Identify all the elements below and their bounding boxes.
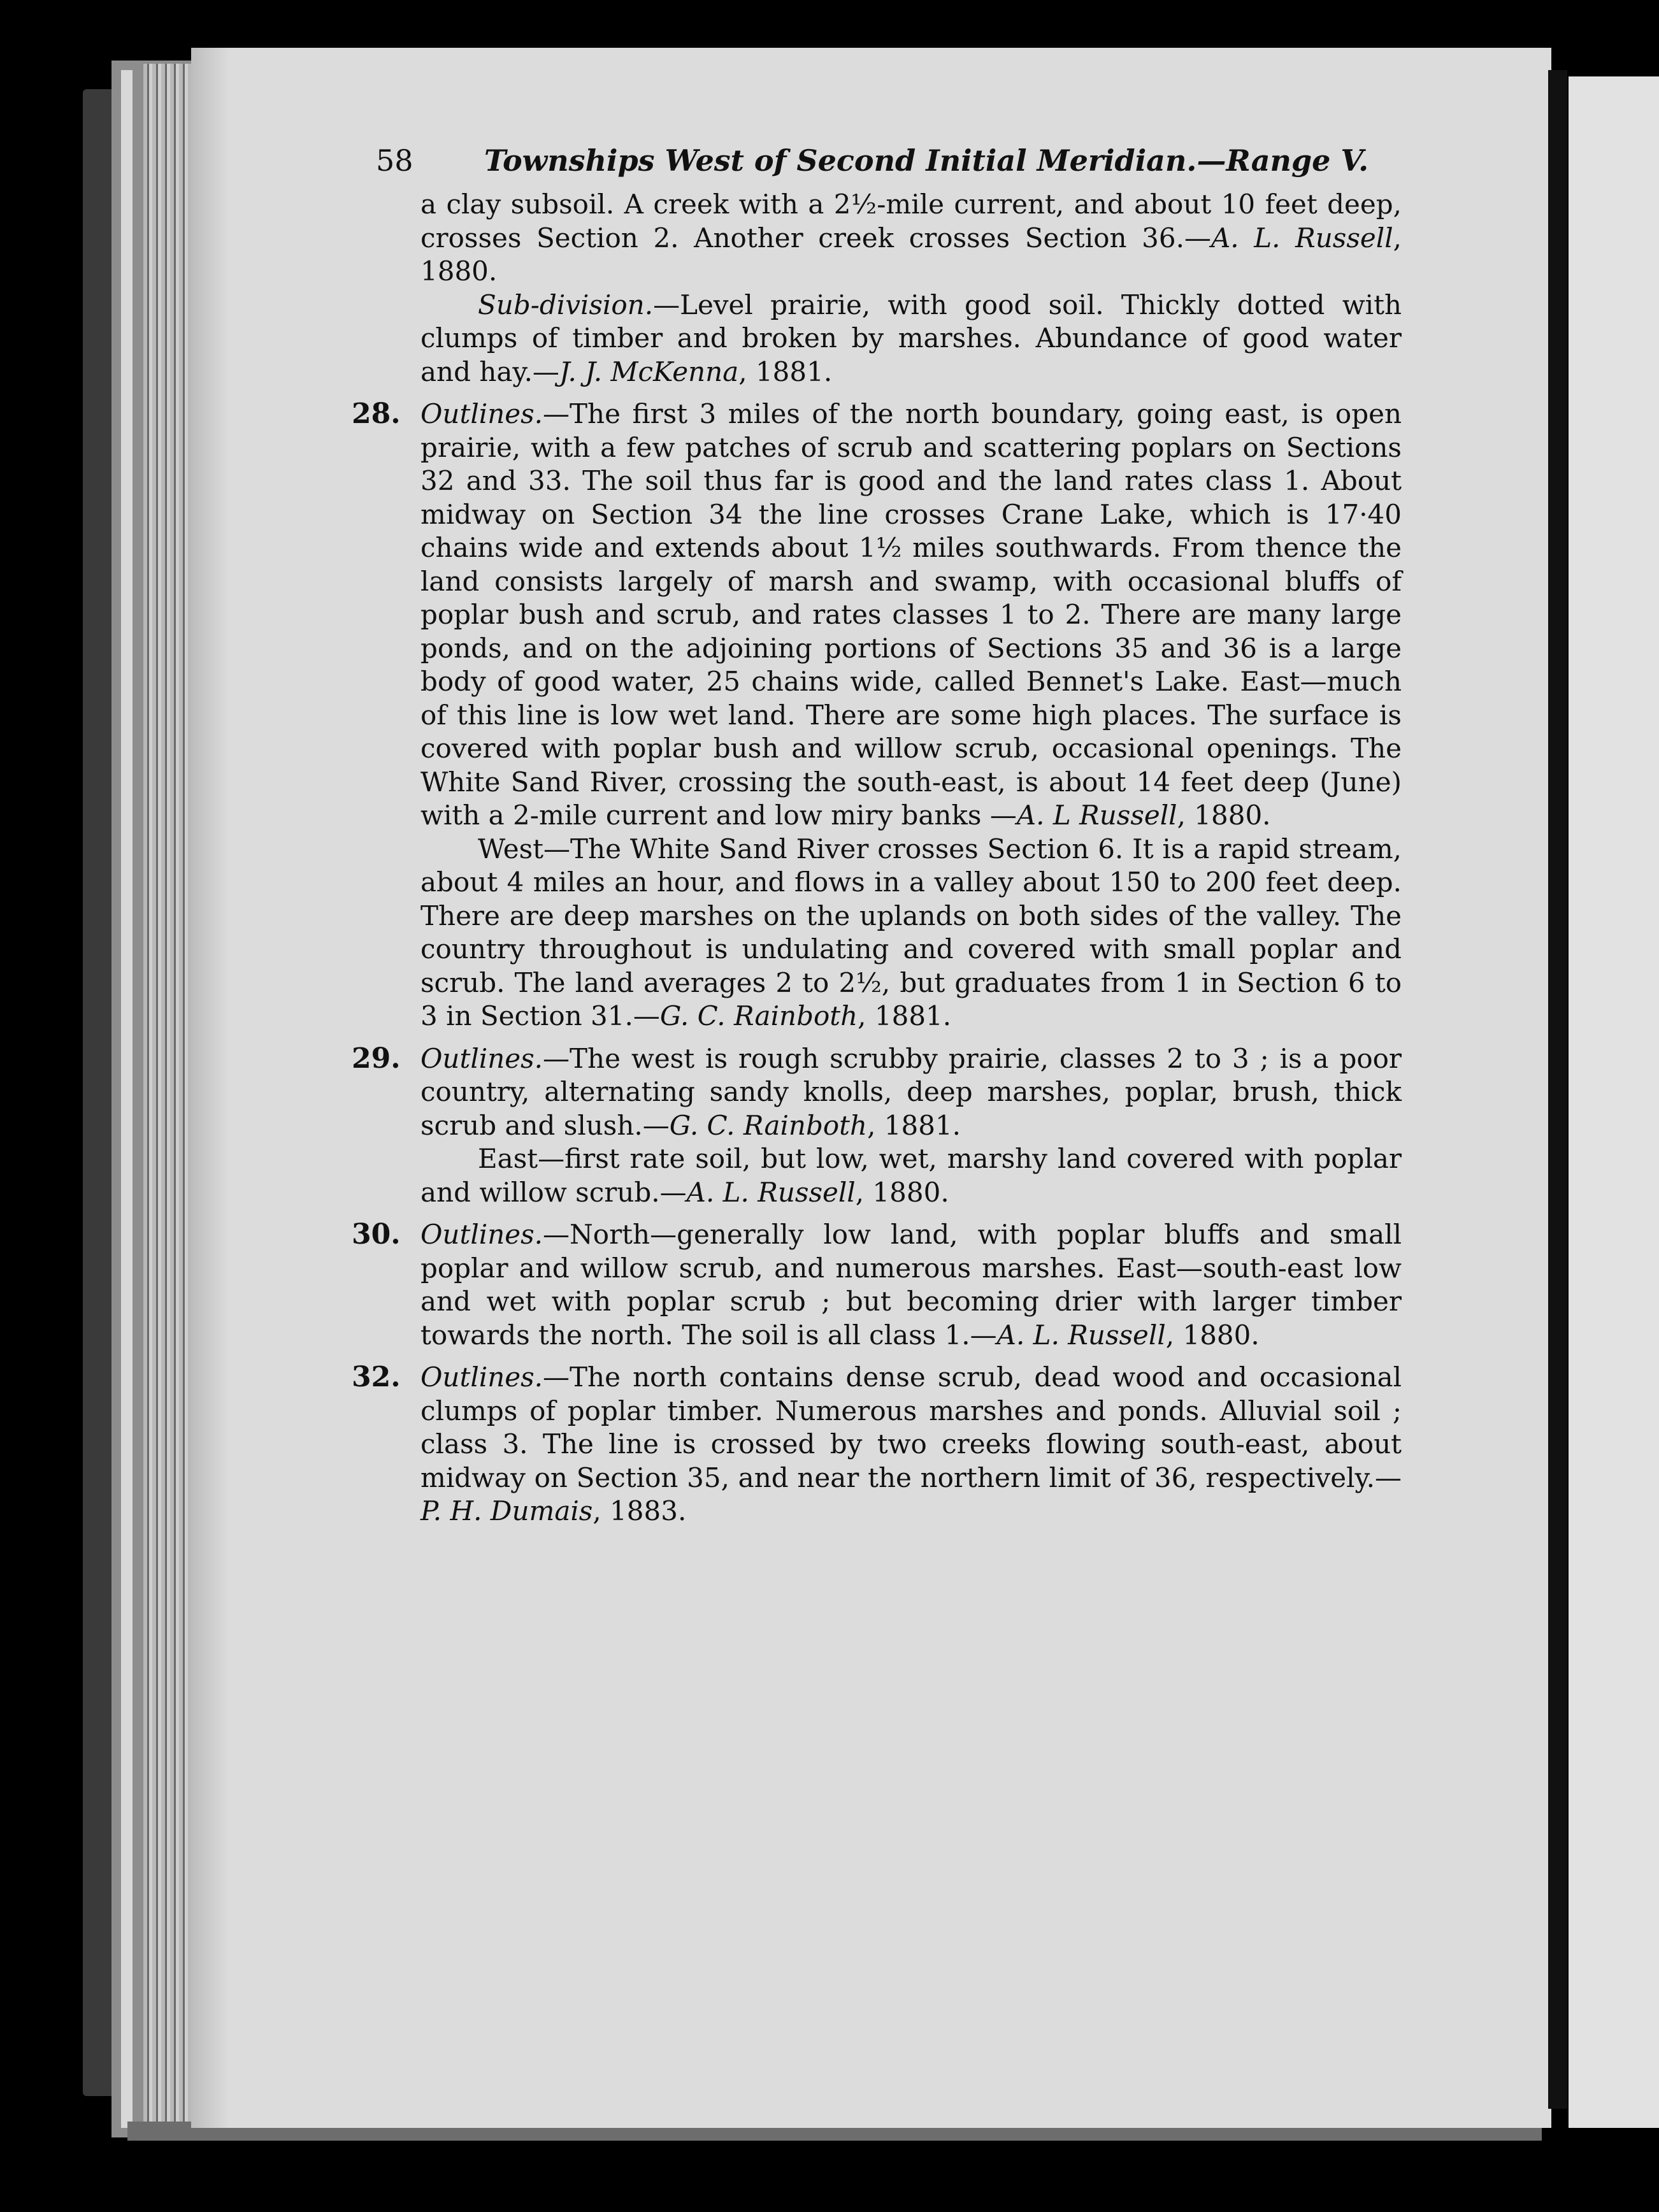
entry-text: —The west is rough scrubby prairie, classes 2 to 3 ; is a poor country, alternating sandy knolls, deep marshes, poplar, brush, thick scrub and slush.— bbox=[420, 1042, 1402, 1141]
entry-28 bbox=[352, 398, 1402, 1033]
entry-text: —The north contains dense scrub, dead wood and occasional clumps of poplar timber. Numerous marshes and ponds. Alluvial soil ; class 3. The line is crossed by two creeks flowing south-east, about midway on Section 35, and near the northern limit of 36, respectively.— bbox=[420, 1361, 1402, 1493]
running-head: Townships West of Second Initial Meridian.—Range V. bbox=[484, 143, 1369, 178]
entry-paragraph bbox=[420, 398, 1402, 833]
author-name: A. L Russell bbox=[1016, 800, 1177, 831]
author-year: , 1881. bbox=[858, 1000, 952, 1031]
entry-paragraph-west bbox=[420, 833, 1402, 1033]
author-name: G. C. Rainboth bbox=[659, 1000, 858, 1031]
page-gutter-shadow bbox=[191, 48, 229, 2128]
author-name: G. C. Rainboth bbox=[669, 1109, 868, 1141]
author-year: , 1880. bbox=[420, 222, 1402, 287]
entry-number: 30. bbox=[352, 1218, 401, 1251]
binding-highlight bbox=[121, 70, 133, 2128]
entry-text: —The first 3 miles of the north boundary, going east, is open prairie, with a few patches of scrub and scattering poplars on Sections 32 and 33. The soil thus far is good and the land rates class 1. About midway on Section 34 the line crosses Crane Lake, which is 17·40 chains wide and extends about 1½ miles southwards. From thence the land consists largely of marsh and swamp, with occasional bluffs of poplar bush and scrub, and rates classes 1 to 2. There are many large ponds, and on the adjoining portions of Sections 35 and 36 is a large body of good water, 25 chains wide, called Bennet's Lake. East—much of this line is low wet land. There are some high places. The surface is covered with poplar bush and willow scrub, occasional openings. The White Sand River, crossing the south-east, is about 14 feet deep (June) with a 2-mile current and low miry banks — bbox=[420, 398, 1402, 831]
author-name: P. H. Dumais bbox=[420, 1495, 593, 1526]
page-number: 58 bbox=[376, 143, 413, 178]
intro-paragraph bbox=[420, 188, 1402, 289]
subdivision-label: Sub-division. bbox=[478, 289, 654, 320]
entry-29 bbox=[352, 1042, 1402, 1210]
entry-label: Outlines. bbox=[420, 1219, 543, 1250]
entry-paragraph bbox=[420, 1042, 1402, 1143]
entry-label: Outlines. bbox=[420, 1361, 543, 1393]
entry-paragraph bbox=[420, 1218, 1402, 1352]
facing-page-edge bbox=[1569, 76, 1659, 2128]
entry-32 bbox=[352, 1361, 1402, 1528]
author-year: , 1880. bbox=[855, 1176, 949, 1208]
author-name: A. L. Russell bbox=[1210, 222, 1393, 254]
subdivision-text: —Level prairie, with good soil. Thickly dotted with clumps of timber and broken by marshes. Abundance of good water and hay.— bbox=[420, 289, 1402, 387]
right-gutter bbox=[1548, 70, 1567, 2109]
entry-30 bbox=[352, 1218, 1402, 1352]
entry-text: —North—generally low land, with poplar bluffs and small poplar and willow scrub, and numerous marshes. East—south-east low and wet with poplar scrub ; but becoming drier with larger timber towards the north. The soil is all class 1.— bbox=[420, 1219, 1402, 1351]
intro-block bbox=[420, 188, 1402, 389]
entry-text: West—The White Sand River crosses Section 6. It is a rapid stream, about 4 miles an hour, and flows in a valley about 150 to 200 feet deep. There are deep marshes on the uplands on both sides of the valley. The country throughout is undulating and covered with small poplar and scrub. The land averages 2 to 2½, but graduates from 1 in Section 6 to 3 in Section 31.— bbox=[420, 833, 1402, 1031]
entry-number: 32. bbox=[352, 1361, 401, 1393]
author-name: J. J. McKenna bbox=[559, 356, 739, 387]
entry-text: East—first rate soil, but low, wet, marshy land covered with poplar and willow scrub.— bbox=[420, 1143, 1402, 1208]
entry-label: Outlines. bbox=[420, 1042, 543, 1074]
intro-text: a clay subsoil. A creek with a 2½-mile current, and about 10 feet deep, crosses Section 2​. Another creek crosses Section 36.— bbox=[420, 189, 1402, 254]
author-year: , 1880. bbox=[1177, 800, 1271, 831]
entry-label: Outlines. bbox=[420, 398, 543, 429]
author-year: , 1881. bbox=[867, 1109, 961, 1141]
page-text bbox=[352, 131, 1402, 1528]
subdivision-paragraph bbox=[420, 289, 1402, 389]
author-year: , 1883. bbox=[592, 1495, 687, 1526]
author-year: , 1880. bbox=[1165, 1319, 1260, 1351]
author-year: , 1881. bbox=[738, 356, 833, 387]
entry-number: 29. bbox=[352, 1042, 401, 1075]
entry-number: 28. bbox=[352, 398, 401, 430]
author-name: A. L. Russell bbox=[686, 1176, 856, 1208]
page-header bbox=[376, 131, 1402, 188]
entry-paragraph bbox=[420, 1361, 1402, 1528]
entry-paragraph-east bbox=[420, 1142, 1402, 1209]
author-name: A. L. Russell bbox=[996, 1319, 1166, 1351]
